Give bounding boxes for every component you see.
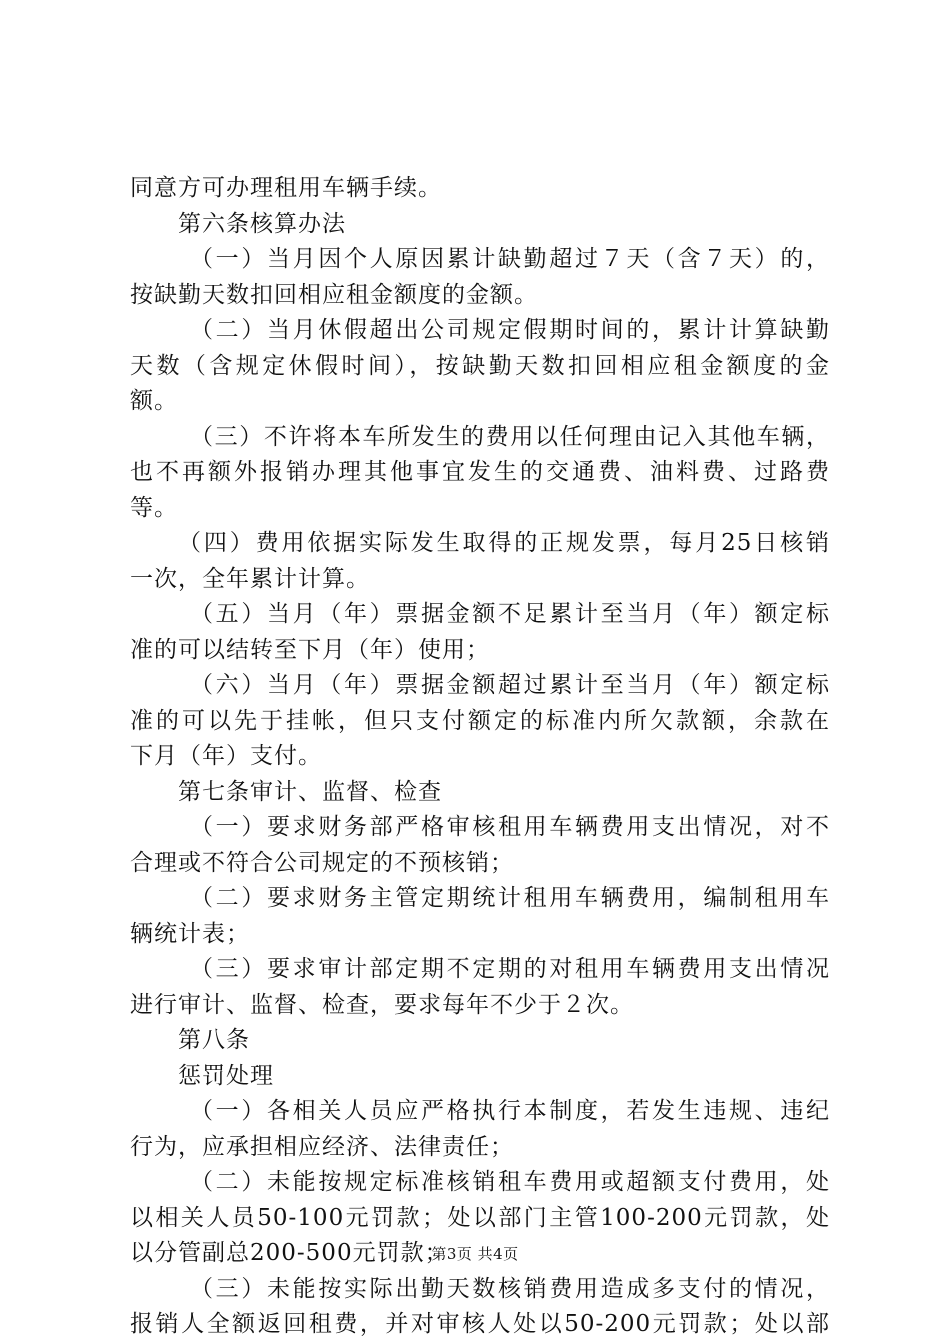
section-heading: 第八条 bbox=[178, 1027, 250, 1053]
section-heading: 第七条审计、监督、检查 bbox=[178, 778, 442, 805]
text-line: 同意方可办理租用车辆手续。 bbox=[130, 175, 442, 201]
text-line: 报销人全额返回租费，并对审核人处以50-200元罚款；处以部 bbox=[130, 1311, 830, 1337]
text-line: 辆统计表； bbox=[130, 920, 250, 947]
text-line: （六）当月（年）票据金额超过累计至当月（年）额定标 bbox=[190, 672, 830, 698]
section-heading: 惩罚处理 bbox=[178, 1062, 274, 1089]
text-line: 一次，全年累计计算。 bbox=[130, 565, 370, 592]
text-line: （五）当月（年）票据金额不足累计至当月（年）额定标 bbox=[190, 601, 830, 627]
text-line: （二）当月休假超出公司规定假期时间的，累计计算缺勤 bbox=[190, 317, 830, 343]
text-line: 等。 bbox=[130, 494, 178, 521]
text-line: （三）未能按实际出勤天数核销费用造成多支付的情况， bbox=[190, 1275, 830, 1302]
text-line: （一）要求财务部严格审核租用车辆费用支出情况，对不 bbox=[190, 814, 830, 840]
text-line: 准的可以结转至下月（年）使用； bbox=[130, 636, 490, 663]
text-line: 以分管副总200-500元罚款； bbox=[130, 1240, 449, 1266]
text-line: 额。 bbox=[130, 388, 178, 414]
text-line: （三）要求审计部定期不定期的对租用车辆费用支出情况 bbox=[190, 956, 830, 982]
text-line: （二）要求财务主管定期统计租用车辆费用，编制租用车 bbox=[190, 885, 830, 911]
text-line: 也不再额外报销办理其他事宜发生的交通费、油料费、过路费 bbox=[130, 459, 830, 485]
document-body bbox=[130, 171, 830, 1343]
text-line: 准的可以先于挂帐，但只支付额定的标准内所欠款额，余款在 bbox=[130, 707, 830, 734]
text-line: 天数（含规定休假时间），按缺勤天数扣回相应租金额度的金 bbox=[130, 352, 830, 379]
text-line: （四）费用依据实际发生取得的正规发票，每月25日核销 bbox=[178, 530, 830, 556]
text-line: 下月（年）支付。 bbox=[130, 743, 322, 769]
text-line: 以相关人员50-100元罚款；处以部门主管100-200元罚款，处 bbox=[130, 1204, 830, 1231]
page-number-footer: 第3页 共4页 bbox=[431, 1245, 519, 1263]
text-line: （三）不许将本车所发生的费用以任何理由记入其他车辆， bbox=[190, 423, 830, 450]
text-line: 按缺勤天数扣回相应租金额度的金额。 bbox=[130, 281, 538, 308]
text-line: 进行审计、监督、检查，要求每年不少于２次。 bbox=[130, 991, 634, 1018]
text-line: （一）当月因个人原因累计缺勤超过７天（含７天）的， bbox=[190, 246, 830, 272]
section-heading: 第六条核算办法 bbox=[178, 210, 346, 237]
text-line: （一）各相关人员应严格执行本制度，若发生违规、违纪 bbox=[190, 1098, 830, 1124]
text-line: （二）未能按规定标准核销租车费用或超额支付费用，处 bbox=[190, 1169, 830, 1195]
text-line: 行为，应承担相应经济、法律责任； bbox=[130, 1133, 514, 1160]
text-line: 合理或不符合公司规定的不预核销； bbox=[130, 849, 514, 876]
